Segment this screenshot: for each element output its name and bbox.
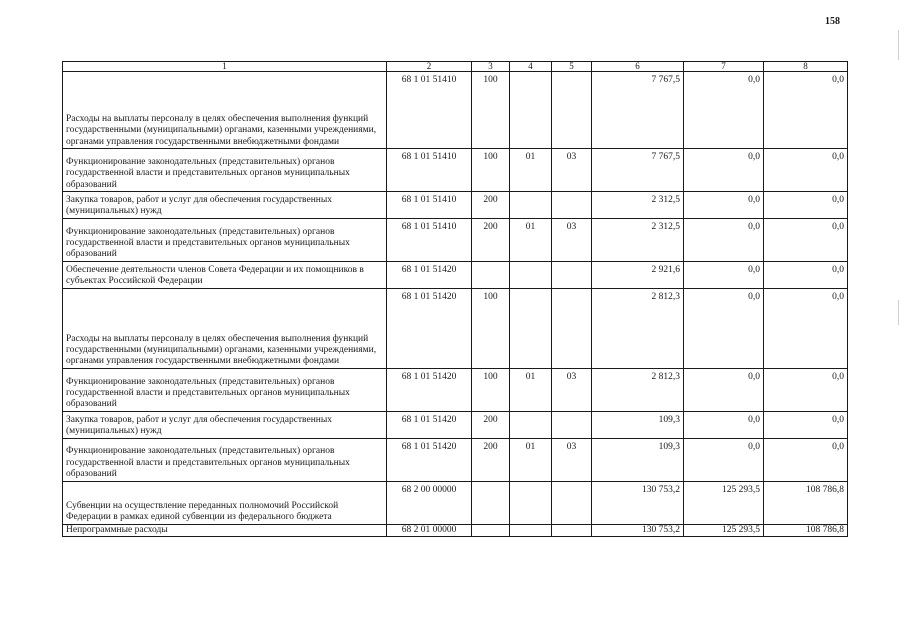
scan-edge-mark (898, 30, 899, 60)
row-code: 68 1 01 51420 (387, 368, 472, 411)
column-header: 7 (684, 62, 764, 72)
row-value-6: 2 921,6 (592, 261, 684, 288)
row-value-7: 0,0 (684, 411, 764, 438)
column-header: 5 (552, 62, 592, 72)
row-code: 68 2 00 00000 (387, 481, 472, 524)
row-name: Функционирование законодательных (представительных) органов государственной власти и представительных органов муниципальных образований (63, 218, 387, 261)
row-pr: 03 (552, 218, 592, 261)
table-row (63, 524, 848, 536)
row-pr (552, 192, 592, 219)
row-value-7: 125 293,5 (684, 524, 764, 536)
row-value-8: 0,0 (764, 149, 848, 192)
row-code: 68 1 01 51420 (387, 261, 472, 288)
row-value-7: 125 293,5 (684, 481, 764, 524)
row-value-6: 130 753,2 (592, 481, 684, 524)
row-value-8: 108 786,8 (764, 481, 848, 524)
row-value-8: 0,0 (764, 411, 848, 438)
row-vr: 100 (472, 72, 510, 149)
scan-edge-mark (898, 300, 899, 325)
row-value-7: 0,0 (684, 438, 764, 481)
row-rz: 01 (510, 368, 552, 411)
row-vr: 100 (472, 288, 510, 368)
row-pr (552, 524, 592, 536)
column-header: 1 (63, 62, 387, 72)
column-header: 6 (592, 62, 684, 72)
row-name: Субвенции на осуществление переданных полномочий Российской Федерации в рамках единой субвенции из федерального бюджета (63, 481, 387, 524)
row-code: 68 2 01 00000 (387, 524, 472, 536)
page-number: 158 (825, 16, 840, 27)
row-code: 68 1 01 51420 (387, 438, 472, 481)
row-rz (510, 72, 552, 149)
row-value-6: 109,3 (592, 411, 684, 438)
table-row (63, 481, 848, 524)
row-name: Обеспечение деятельности членов Совета Федерации и их помощников в субъектах Российской Федерации (63, 261, 387, 288)
column-header: 8 (764, 62, 848, 72)
row-rz: 01 (510, 149, 552, 192)
row-code: 68 1 01 51410 (387, 72, 472, 149)
row-rz (510, 261, 552, 288)
row-value-6: 2 812,3 (592, 368, 684, 411)
row-pr (552, 261, 592, 288)
row-vr: 200 (472, 192, 510, 219)
row-vr: 200 (472, 438, 510, 481)
row-value-6: 2 312,5 (592, 218, 684, 261)
row-value-7: 0,0 (684, 149, 764, 192)
row-rz (510, 524, 552, 536)
row-value-6: 109,3 (592, 438, 684, 481)
table-row (63, 192, 848, 219)
row-value-8: 0,0 (764, 218, 848, 261)
row-vr: 200 (472, 218, 510, 261)
row-pr: 03 (552, 149, 592, 192)
row-pr (552, 481, 592, 524)
row-name: Функционирование законодательных (представительных) органов государственной власти и представительных органов муниципальных образований (63, 149, 387, 192)
table-row (63, 261, 848, 288)
table-row (63, 149, 848, 192)
row-name: Функционирование законодательных (представительных) органов государственной власти и представительных органов муниципальных образований (63, 438, 387, 481)
row-value-6: 7 767,5 (592, 149, 684, 192)
row-pr (552, 288, 592, 368)
row-name: Расходы на выплаты персоналу в целях обеспечения выполнения функций государственными (муниципальными) органами, казенными учреждениями, органами управления государственными внебюджетными фондами (63, 288, 387, 368)
row-vr (472, 261, 510, 288)
row-value-8: 0,0 (764, 261, 848, 288)
row-vr: 200 (472, 411, 510, 438)
table-row (63, 438, 848, 481)
row-vr (472, 524, 510, 536)
row-pr (552, 72, 592, 149)
row-pr: 03 (552, 438, 592, 481)
column-header: 3 (472, 62, 510, 72)
row-code: 68 1 01 51420 (387, 288, 472, 368)
row-code: 68 1 01 51410 (387, 149, 472, 192)
table-row (63, 411, 848, 438)
row-value-6: 130 753,2 (592, 524, 684, 536)
row-value-8: 0,0 (764, 438, 848, 481)
row-rz (510, 481, 552, 524)
row-value-8: 0,0 (764, 72, 848, 149)
table-row (63, 72, 848, 149)
row-value-8: 0,0 (764, 288, 848, 368)
row-value-7: 0,0 (684, 261, 764, 288)
row-rz: 01 (510, 218, 552, 261)
row-rz (510, 192, 552, 219)
row-vr (472, 481, 510, 524)
row-pr (552, 411, 592, 438)
row-name: Расходы на выплаты персоналу в целях обеспечения выполнения функций государственными (муниципальными) органами, казенными учреждениями, органами управления государственными внебюджетными фондами (63, 72, 387, 149)
row-vr: 100 (472, 368, 510, 411)
row-code: 68 1 01 51410 (387, 192, 472, 219)
row-value-7: 0,0 (684, 72, 764, 149)
row-name: Закупка товаров, работ и услуг для обеспечения государственных (муниципальных) нужд (63, 192, 387, 219)
row-name: Закупка товаров, работ и услуг для обеспечения государственных (муниципальных) нужд (63, 411, 387, 438)
column-header: 4 (510, 62, 552, 72)
row-value-7: 0,0 (684, 368, 764, 411)
row-vr: 100 (472, 149, 510, 192)
column-header-row (63, 62, 848, 72)
row-value-6: 7 767,5 (592, 72, 684, 149)
row-value-8: 0,0 (764, 368, 848, 411)
row-value-7: 0,0 (684, 192, 764, 219)
row-rz (510, 288, 552, 368)
row-value-6: 2 312,5 (592, 192, 684, 219)
row-rz: 01 (510, 438, 552, 481)
table-row (63, 368, 848, 411)
row-rz (510, 411, 552, 438)
column-header: 2 (387, 62, 472, 72)
budget-table (62, 61, 848, 537)
table-row (63, 288, 848, 368)
row-code: 68 1 01 51410 (387, 218, 472, 261)
row-value-7: 0,0 (684, 218, 764, 261)
table-row (63, 218, 848, 261)
row-value-8: 108 786,8 (764, 524, 848, 536)
row-pr: 03 (552, 368, 592, 411)
row-value-7: 0,0 (684, 288, 764, 368)
row-value-8: 0,0 (764, 192, 848, 219)
row-value-6: 2 812,3 (592, 288, 684, 368)
row-name: Функционирование законодательных (представительных) органов государственной власти и представительных органов муниципальных образований (63, 368, 387, 411)
row-code: 68 1 01 51420 (387, 411, 472, 438)
row-name: Непрограммные расходы (63, 524, 387, 536)
